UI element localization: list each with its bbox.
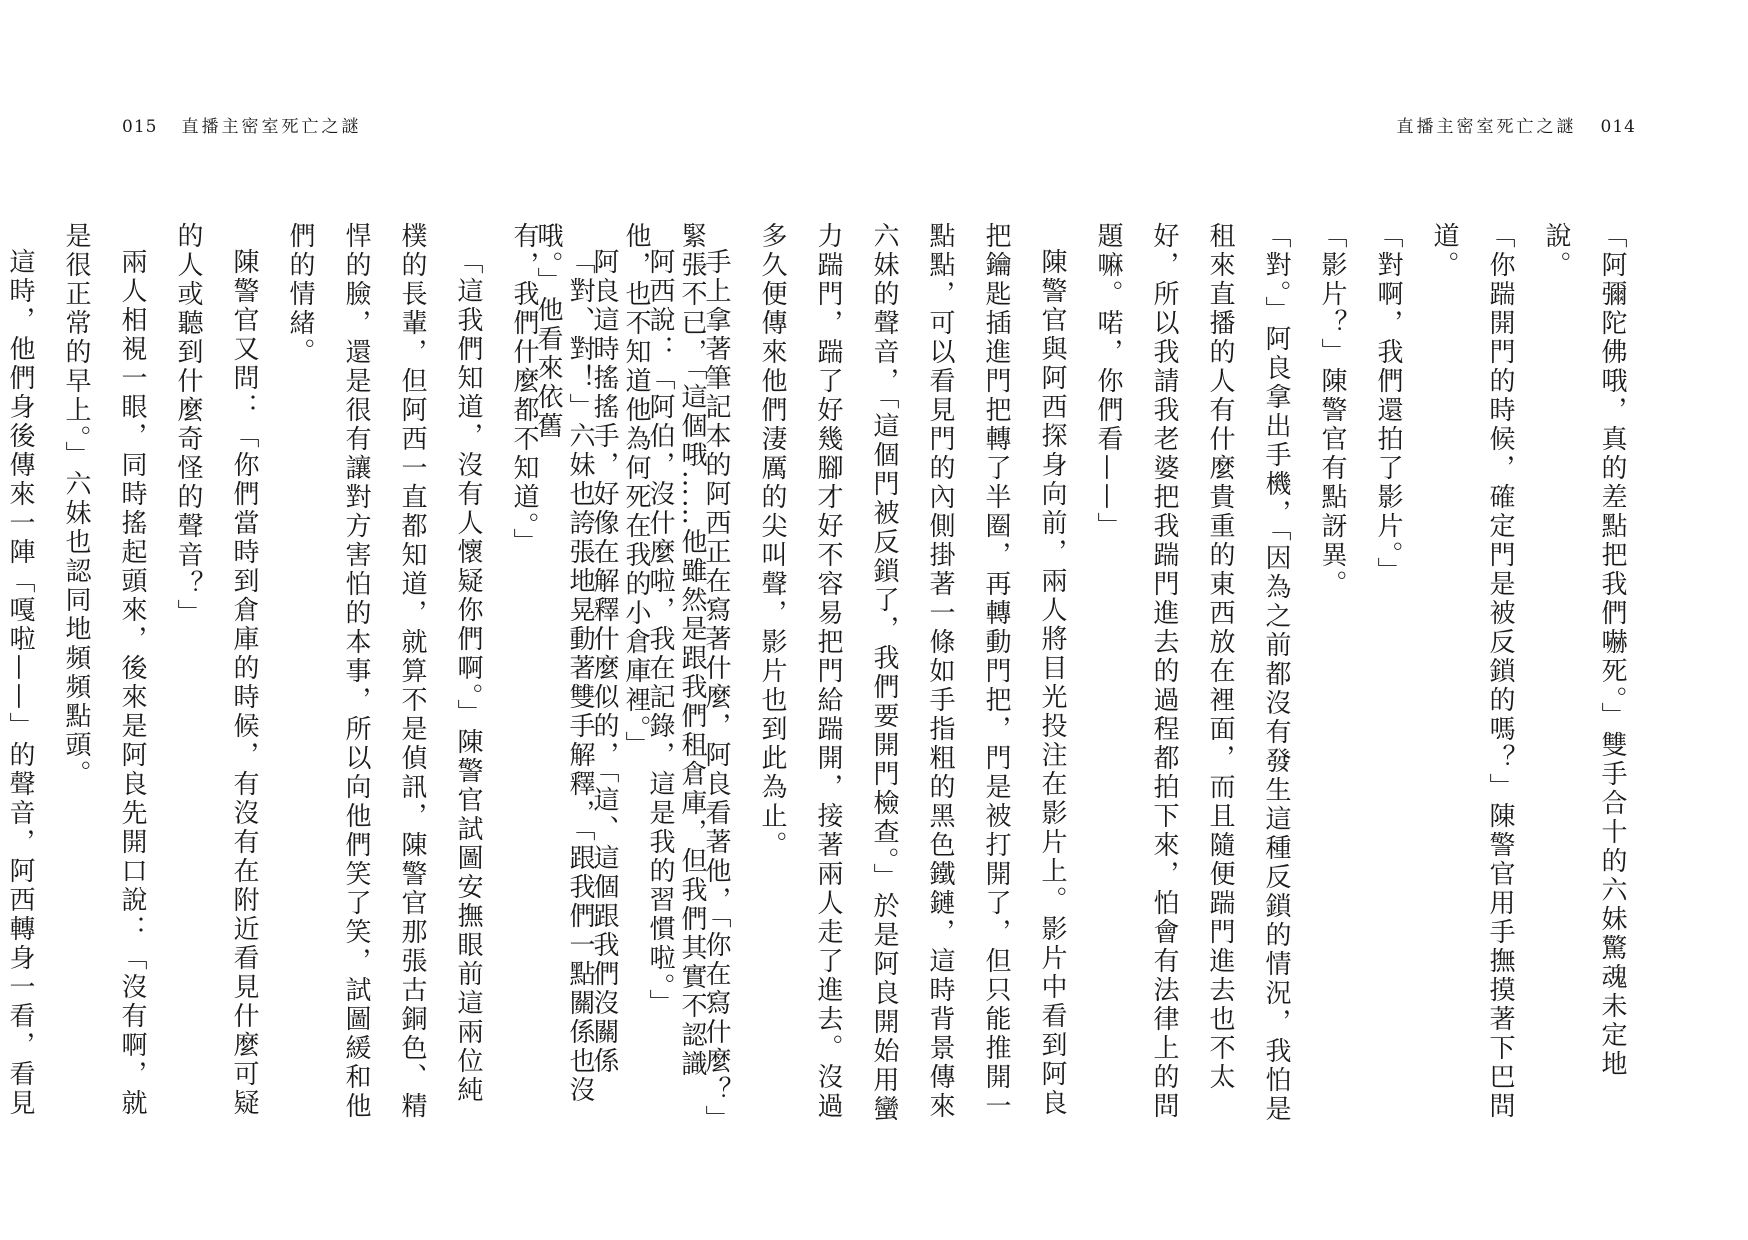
right-page-number: 014: [1600, 117, 1636, 137]
left-running-title: 直播主密室死亡之謎: [181, 117, 362, 137]
paragraph: 「對。」阿良拿出手機，「因為之前都沒有發生這種反鎖的情況，我怕是租來直播的人有什麼貴重的東西放在裡面，而且隨便踹門進去也不太好，所以我請我老婆把我踹門進去的過程都拍下來，怕會有法律上的問題嘛。喏，你們看——」: [1093, 222, 1291, 1124]
paragraph: 「你踹開門的時候，確定門是被反鎖的嗎？」陳警官用手撫摸著下巴問道。: [1429, 222, 1515, 1121]
paragraph: 阿西說：「阿伯，沒什麼啦，我在記錄，這是我的習慣啦。」: [645, 248, 675, 1018]
paragraph: 阿良這時搖搖手，好像在解釋什麼似的，「這、這個跟我們沒關係哦。」他看來依舊: [533, 222, 619, 1076]
paragraph: 緊張不已，「這個哦……他雖然是跟我們租倉庫，但我們其實不認識他，也不知道他為何死在我的小倉庫裡。」: [621, 222, 707, 1079]
right-page-header: [1397, 114, 1636, 140]
left-page-number: 015: [122, 117, 158, 137]
paragraph: 陳警官又問：「你們當時到倉庫的時候，有沒有在附近看見什麼可疑的人或聽到什麼奇怪的聲音？」: [173, 222, 259, 1118]
paragraph: 「影片？」陳警官有點訝異。: [1317, 222, 1347, 599]
paragraph: 這時，他們身後傳來一陣「嘎啦——」的聲音，阿西轉身一看，看見: [5, 248, 35, 1118]
paragraph: 手上拿著筆記本的阿西正在寫著什麼，阿良看著他，「你在寫什麼？」: [701, 248, 731, 1134]
right-running-title: 直播主密室死亡之謎: [1396, 117, 1577, 137]
paragraph: 「阿彌陀佛哦，真的差點把我們嚇死。」雙手合十的六妹驚魂未定地說。: [1541, 222, 1627, 1079]
paragraph: 陳警官與阿西探身向前，兩人將目光投注在影片上。影片中看到阿良把鑰匙插進門把轉了半圈，再轉動門把，門是被打開了，但只能推開一點點，可以看見門的內側掛著一條如手指粗的黑色鐵鏈，這時背景傳來六妹的聲音，「這個門被反鎖了，我們要開門檢查。」於是阿良開始用蠻力踹門，踹了好幾腳才好不容易把門給踹開，接著兩人走了進去。沒過多久便傳來他們淒厲的尖叫聲，影片也到此為止。: [757, 222, 1067, 1124]
paragraph: 兩人相視一眼，同時搖起頭來，後來是阿良先開口說：「沒有啊，就是很正常的早上。」六妹也認同地頻頻點頭。: [61, 222, 147, 1118]
left-page-header: [122, 114, 361, 140]
paragraph: 「對、對！」六妹也誇張地晃動著雙手解釋，「跟我們一點關係也沒有，我們什麼都不知道。」: [509, 222, 595, 1105]
paragraph: 「對啊，我們還拍了影片。」: [1373, 222, 1403, 586]
paragraph: 「這我們知道，沒有人懷疑你們啊。」陳警官試圖安撫眼前這兩位純樸的長輩，但阿西一直都知道，就算不是偵訊，陳警官那張古銅色、精悍的臉，還是很有讓對方害怕的本事，所以向他們笑了笑，試圖緩和他們的情緒。: [285, 222, 483, 1121]
